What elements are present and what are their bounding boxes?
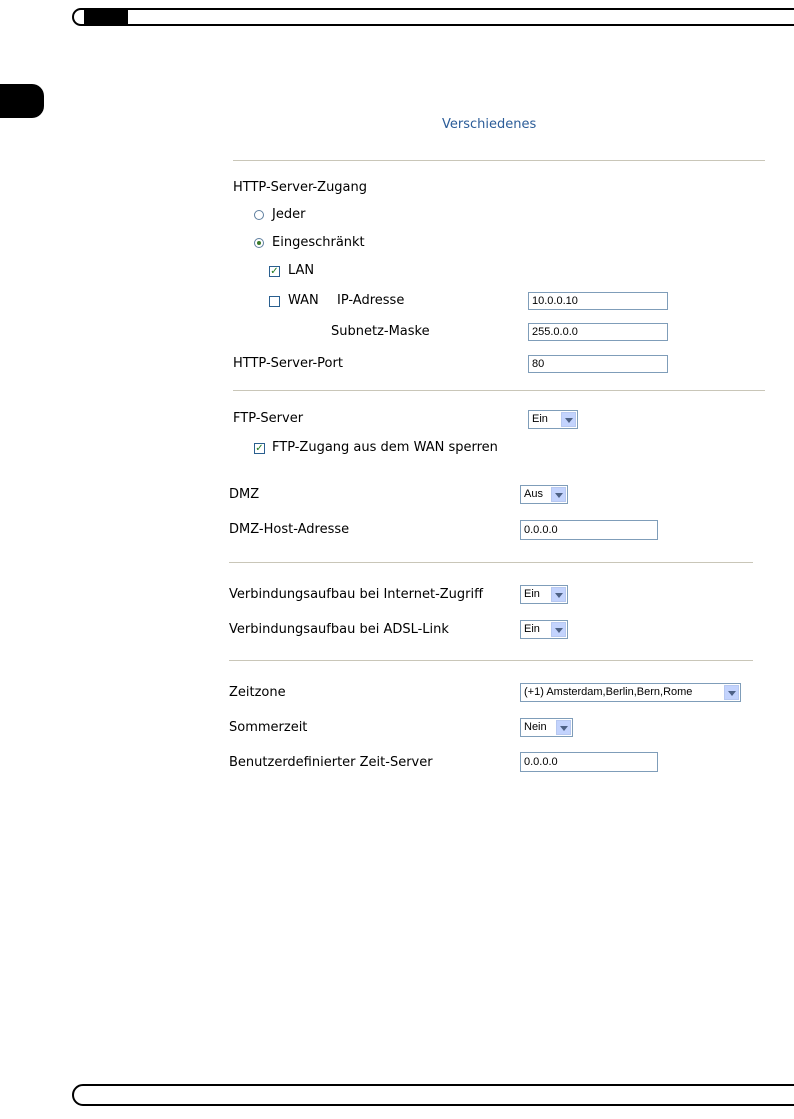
connect-adsl-label: Verbindungsaufbau bei ADSL-Link [229, 622, 449, 637]
timezone-label: Zeitzone [229, 685, 286, 700]
http-access-label: HTTP-Server-Zugang [233, 180, 368, 195]
dmz-label: DMZ [229, 487, 260, 502]
radio-all[interactable] [254, 210, 264, 220]
subnet-mask-input[interactable]: 255.0.0.0 [528, 323, 668, 341]
subnet-mask-label: Subnetz-Maske [331, 324, 430, 339]
wan-checkbox[interactable] [269, 296, 280, 307]
connect-internet-value: Ein [524, 588, 540, 600]
radio-restricted[interactable] [254, 238, 264, 248]
divider [233, 160, 765, 161]
lan-checkbox[interactable]: ✓ [270, 266, 279, 277]
chevron-down-icon [551, 587, 566, 602]
timezone-select[interactable] [520, 683, 741, 702]
dmz-value: Aus [524, 488, 543, 500]
footer-frame [72, 1084, 794, 1106]
dst-label: Sommerzeit [229, 720, 308, 735]
timezone-value: (+1) Amsterdam,Berlin,Bern,Rome [524, 686, 693, 698]
header-frame [72, 8, 794, 26]
page-title: Verschiedenes [442, 117, 537, 132]
http-port-input[interactable]: 80 [528, 355, 668, 373]
chevron-down-icon [551, 487, 566, 502]
time-server-label: Benutzerdefinierter Zeit-Server [229, 755, 433, 770]
dmz-host-input[interactable]: 0.0.0.0 [520, 520, 658, 540]
chapter-tab [0, 84, 44, 118]
ftp-server-select[interactable] [528, 410, 578, 429]
connect-internet-label: Verbindungsaufbau bei Internet-Zugriff [229, 587, 484, 602]
dmz-select[interactable] [520, 485, 568, 504]
ftp-block-label: FTP-Zugang aus dem WAN sperren [272, 440, 498, 455]
divider [233, 390, 765, 391]
wan-label: WAN [288, 293, 319, 308]
ip-address-label: IP-Adresse [337, 293, 405, 308]
divider [229, 660, 753, 661]
radio-all-label: Jeder [272, 207, 306, 222]
header-tab [84, 10, 128, 24]
ftp-server-label: FTP-Server [233, 411, 304, 426]
connect-adsl-value: Ein [524, 623, 540, 635]
divider [229, 562, 753, 563]
chevron-down-icon [561, 412, 576, 427]
ftp-server-value: Ein [532, 413, 548, 425]
radio-restricted-label: Eingeschränkt [272, 235, 365, 250]
connect-adsl-select[interactable] [520, 620, 568, 639]
lan-label: LAN [288, 263, 315, 278]
time-server-input[interactable]: 0.0.0.0 [520, 752, 658, 772]
chevron-down-icon [724, 685, 739, 700]
chevron-down-icon [551, 622, 566, 637]
http-port-label: HTTP-Server-Port [233, 356, 343, 371]
ip-address-input[interactable]: 10.0.0.10 [528, 292, 668, 310]
chevron-down-icon [556, 720, 571, 735]
dst-value: Nein [524, 721, 547, 733]
dst-select[interactable] [520, 718, 573, 737]
ftp-block-checkbox[interactable]: ✓ [255, 443, 264, 454]
connect-internet-select[interactable] [520, 585, 568, 604]
dmz-host-label: DMZ-Host-Adresse [229, 522, 350, 537]
